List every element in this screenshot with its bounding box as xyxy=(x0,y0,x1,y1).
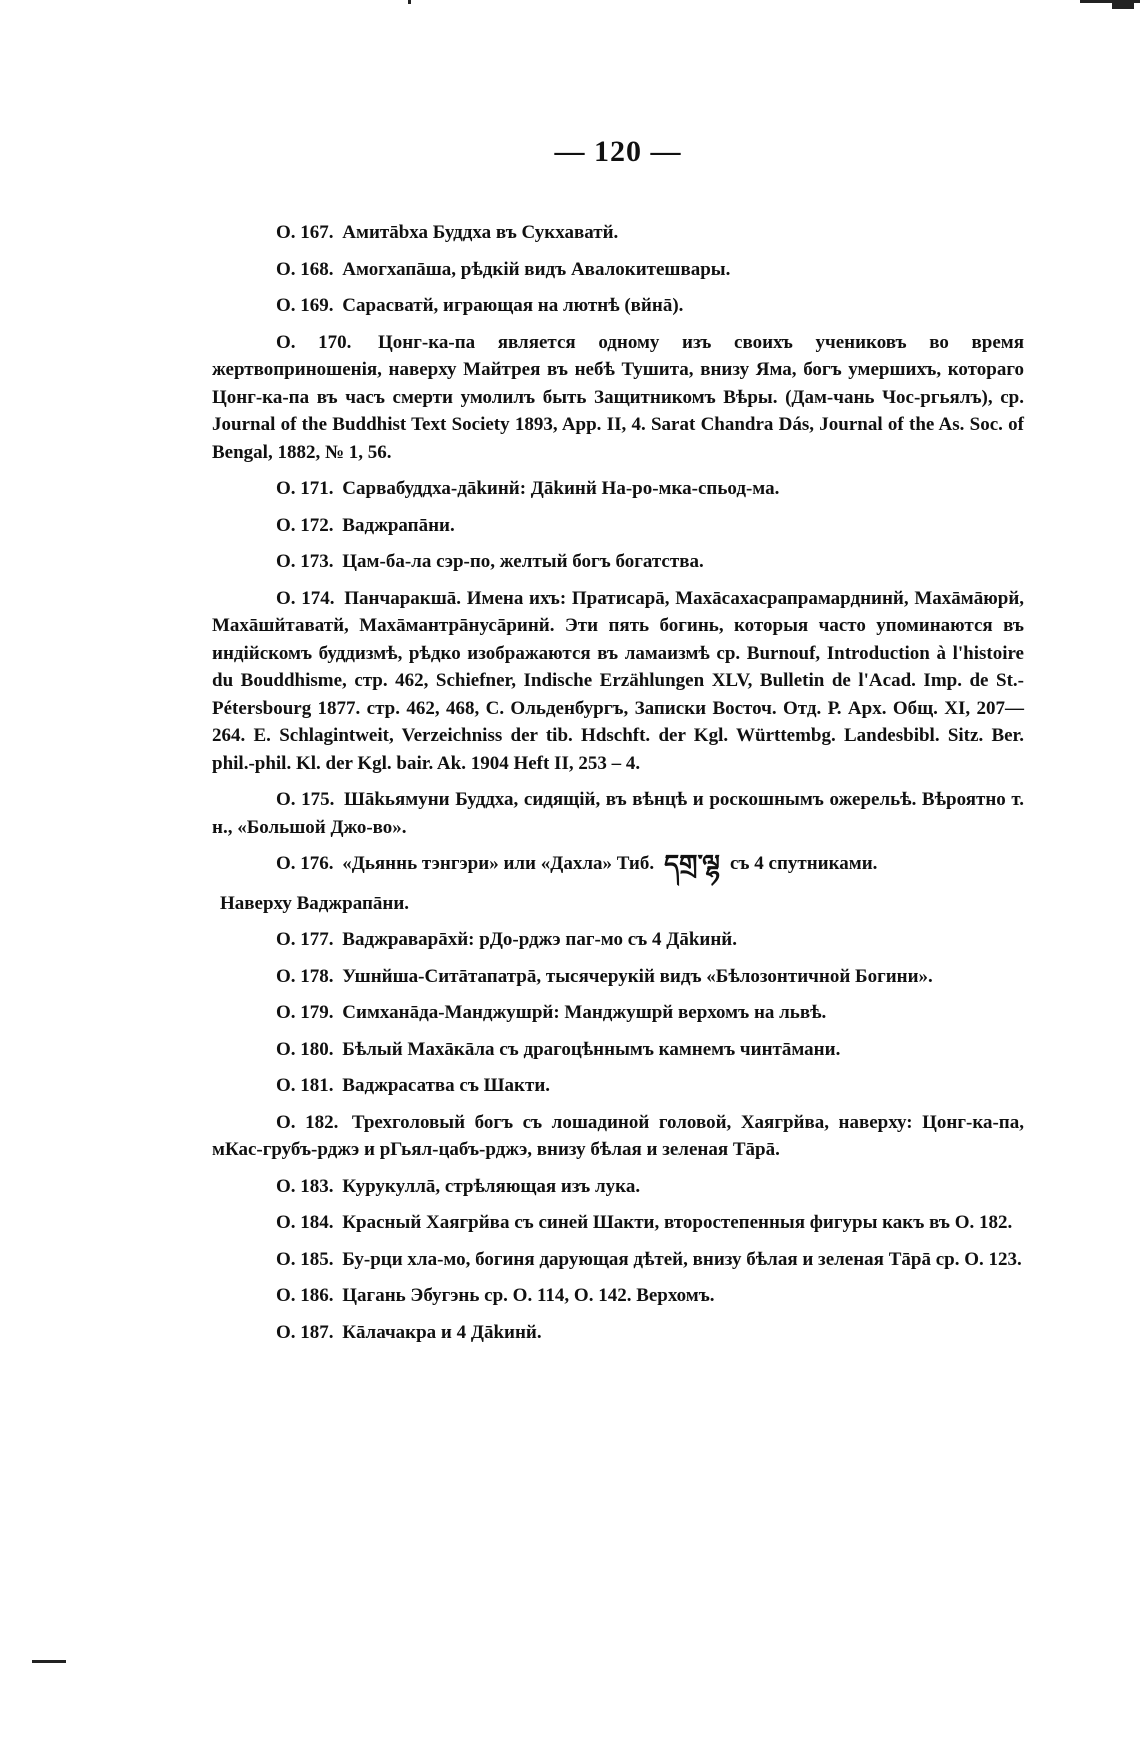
entry-number: О. 171. xyxy=(276,478,334,499)
entry-number: О. 174. xyxy=(276,587,335,609)
page-number: — 120 — xyxy=(554,135,682,168)
entry-number: О. 167. xyxy=(276,222,334,243)
entry-o179 xyxy=(212,999,1024,1027)
entry-text: Цагань Эбугэнь ср. О. 114, О. 142. Верхомъ. xyxy=(342,1285,715,1306)
entry-number: О. 173. xyxy=(276,551,334,572)
entry-text: Симханāда-Манджушрй: Манджушрй верхомъ на львѣ. xyxy=(342,1002,827,1023)
entry-text: Ваджрасатва съ Шакти. xyxy=(342,1075,551,1096)
entry-number: О. 176. xyxy=(276,853,334,874)
entry-number: О. 186. xyxy=(276,1285,334,1306)
scan-edge-mark xyxy=(408,0,411,4)
entry-o171 xyxy=(212,475,1024,503)
entry-text: Ваджраварāхй: рДо-рджэ паг-мо съ 4 Дākинй. xyxy=(342,929,737,950)
entry-text: Цам-ба-ла сэр-по, желтый богъ богатства. xyxy=(342,551,704,572)
entry-number: О. 177. xyxy=(276,929,334,950)
entry-number: О. 183. xyxy=(276,1175,334,1197)
entry-text: Бѣлый Махāкāла съ драгоцѣннымъ камнемъ чинтāмани. xyxy=(342,1038,841,1060)
entry-number: О. 169. xyxy=(276,295,334,316)
entry-o186 xyxy=(212,1282,1024,1310)
entry-o173 xyxy=(212,548,1024,576)
entry-number: О. 181. xyxy=(276,1075,334,1096)
entry-text: Кāлачакра и 4 Дākинй. xyxy=(342,1321,542,1343)
entry-text: Амогхапāша, рѣдкiй видъ Авалокитешвары. xyxy=(342,258,731,280)
entry-o174 xyxy=(212,585,1024,778)
entry-text: Цонг-ка-па является одному изъ своихъ учениковъ во время жертвоприношенія, наверху Майтрея въ небѣ Тушита, внизу Яма, богъ умершихъ, котораго Цонг-ка-па въ часъ смерти умолилъ быть Защитникомъ Вѣры. (Дам-чань Чос-ргьялъ), ср. Journal of the Buddhist Text Society 1893, App. II, 4. Sarat Chandra Dás, Journal of the As. Soc. of Bengal, 1882, № 1, 56. xyxy=(212,331,1024,463)
entry-list xyxy=(212,219,1024,1346)
entry-o184 xyxy=(212,1209,1024,1237)
entry-number: О. 170. xyxy=(276,331,352,353)
entry-text: Шākьямуни Буддха, сидящій, въ вѣнцѣ и роскошнымъ ожерельѣ. Вѣроятно т. н., «Большой Джо-во». xyxy=(212,789,1025,838)
entry-o172 xyxy=(212,512,1024,540)
entry-o183 xyxy=(212,1173,1024,1201)
entry-text: Амитābха Буддха въ Сукхаватй. xyxy=(342,222,619,243)
tibetan-script: དགྲ་ལྷ xyxy=(664,850,720,880)
entry-text: Ваджрапāни. xyxy=(342,514,455,536)
entry-number: О. 185. xyxy=(276,1248,334,1270)
entry-text: Трехголовый богъ съ лошадиной головой, Хаягрйва, наверху: Цонг-ка-па, мКас-грубъ-рджэ и рГьял-цабъ-рджэ, внизу бѣлая и зеленая Тāрā. xyxy=(212,1111,1024,1160)
entry-o168 xyxy=(212,256,1024,284)
entry-text: «Дьяннь тэнгэри» или «Дахла» Тиб. xyxy=(342,853,655,874)
entry-number: О. 178. xyxy=(276,965,334,987)
entry-o187 xyxy=(212,1319,1024,1347)
entry-text: Красный Хаягрйва съ синей Шакти, второстепенныя фигуры какъ въ О. 182. xyxy=(342,1212,1013,1233)
entry-o180 xyxy=(212,1036,1024,1064)
entry-text: съ 4 спутниками. xyxy=(730,853,878,874)
entry-o177 xyxy=(212,926,1024,954)
entry-text: Панчаракшā. Имена ихъ: Пратисарā, Махāсахасрапрамарднинй, Махāмāюрй, Махāшйтаватй, Махāмантрāнусāринй. Эти пять богинь, которыя часто упоминаются въ индійскомъ буддизмѣ, рѣдко изображаются въ ламаизмѣ ср. Burnouf, Introduction à l'histoire du Bouddhisme, стр. 462, Schiefner, Indische Erzählungen XLV, Bulletin de l'Acad. Imp. de St.-Pétersbourg 1877. стр. 462, 468, С. Ольденбургъ, Записки Восточ. Отд. Р. Арх. Общ. XI, 207—264. E. Schlagintweit, Verzeichniss der tib. Hdschft. der Kgl. Württembg. Landesbibl. Sitz. Ber. phil.-phil. Kl. der Kgl. bair. Ak. 1904 Heft II, 253 – 4. xyxy=(212,587,1025,774)
entry-o169 xyxy=(212,292,1024,320)
entry-number: О. 184. xyxy=(276,1212,334,1233)
entry-number: О. 187. xyxy=(276,1321,334,1343)
entry-o170 xyxy=(212,329,1024,467)
entry-text: Бу-рци хла-мо, богиня дарующая дѣтей, внизу бѣлая и зеленая Тāрā ср. О. 123. xyxy=(342,1248,1022,1270)
entry-o178 xyxy=(212,963,1024,991)
entry-text: Сарвабуддха-дākинй: Дākинй На-ро-мка-спьод-ма. xyxy=(342,478,780,499)
scan-edge-mark xyxy=(32,1660,66,1663)
document-page xyxy=(212,135,1024,1355)
entry-o182 xyxy=(212,1109,1024,1164)
entry-o181 xyxy=(212,1072,1024,1100)
entry-o167 xyxy=(212,219,1024,247)
entry-o185 xyxy=(212,1246,1024,1274)
entry-o176 xyxy=(212,850,1024,880)
entry-number: О. 172. xyxy=(276,514,334,536)
entry-number: О. 175. xyxy=(276,789,335,810)
scan-edge-mark xyxy=(1112,0,1134,9)
entry-number: О. 180. xyxy=(276,1038,334,1060)
entry-o175 xyxy=(212,786,1024,841)
entry-text: Ушнйша-Ситāтапатрā, тысячерукій видъ «Бѣлозонтичной Богини». xyxy=(342,965,933,987)
entry-text: Курукуллā, стрѣляющая изъ лука. xyxy=(342,1175,641,1197)
entry-number: О. 168. xyxy=(276,258,334,280)
entry-number: О. 179. xyxy=(276,1002,334,1023)
entry-text: Сарасватй, играющая на лютнѣ (вйнā). xyxy=(342,295,684,316)
entry-number: О. 182. xyxy=(276,1111,339,1133)
entry-o176-continuation: Наверху Ваджрапāни. xyxy=(220,892,410,914)
